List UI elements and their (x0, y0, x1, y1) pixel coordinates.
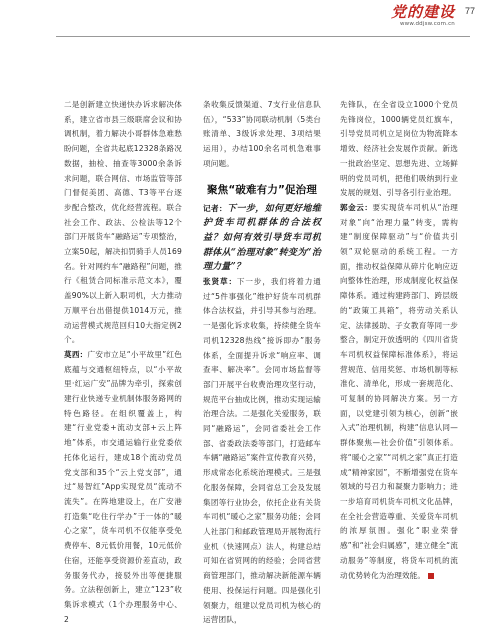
text-column-2 (203, 98, 321, 628)
question-text: 下一步，如何更好地维护货车司机群体的合法权益？如何有效引导货车司机群体从“治理对象”转变为“治理力量”？ (203, 203, 321, 273)
speaker-label: 记者： (203, 203, 228, 213)
paragraph (203, 275, 321, 628)
website-url: www.ddjsw.com.cn (399, 21, 455, 27)
paragraph-text: 下一步，我们将着力通过“5件事强化”维护好货车司机群体合法权益，并引导其参与治理。一是强化诉求收集，持续健全货车司机12328热线“接诉即办”服务体系，全面提升诉求“响应率、调查率、解决率”。会同市场监督等部门开展平台收费治理攻坚行动，规范平台抽成比例，推动实现运输治理合法。二是强化关爱服务，联同“融路运”，会同省委社会工作部、省委政法委等部门，打造邮车车辆“融路运”案件宣传教育兴势，形成常态化系统治理模式。三是强化服务保障，会同省总工会及发展集团等行业协会，依托企业有关货车司机“暖心之家”服务功能；会同人社部门和邮政管理局开展物流行业机（快速网点）法人，构建总结可知在省贸网的的经验；会同省营商管理部门，推动解决新能源车辆使用、投保运行问题。四是强化引领聚力，组建以党员司机为核心的运营团队， (203, 277, 321, 625)
interview-question (203, 202, 321, 276)
paragraph (64, 348, 182, 627)
magazine-logo (391, 3, 455, 28)
text-column-3 (340, 98, 458, 583)
paragraph-text: 广安市立足“小平故里”红色底蕴与交通枢纽特点，以“小平故里·红运广安”品牌为牵引，探索创建行业快递专业机制体服务路网的特色路径。在组织覆盖上，构建“行业党委+流动支部+云上阵地”体系，市交通运输行业党委依托体化运行，建成18个流动党员党支部和35个“云上党支部”，通过“易智红”App实现党员“流动不流失”。在阵地建设上，在广安港打造集“吃住行学办”于一体的“暖心之家”，货车司机不仅能享受免费停车、8元低价用餐，10元低价住宿，还能享受资源价差直动，政务服务代办，接驳外出等便捷服务。立法程创新上，建立“123”收集诉求模式（1个办理服务中心、2 (64, 349, 182, 624)
section-heading: 聚焦“破难有力”促治理 (207, 183, 317, 196)
speaker-label: 张贤草： (203, 277, 237, 287)
paragraph: 二是创新建立快递快办诉求解决体系，建立省市县三级联席会议和协调机制，着力解决小哥群体急难愁盼问题，全省共起底12328条路况数据，抽检、抽查等3000余条诉求问题，联合网信、市场监管等部门督促美团、高德、T3等平台逐步配合整改，优化经营流程。联合社会工作、政法、公检法等12个部门开展货车“融路运”专项整治，立案50起，解决扣罚骑手人员169名。针对网约车“融路程”问题，推行《租赁合同标准示范文本》，覆盖90%以上新入职司机，大力推动万顺平台出借提供1014万元，推动运营模式规范回归10大指定例2个。 (64, 100, 182, 345)
paragraph (340, 201, 458, 583)
speaker-label: 莫西： (64, 349, 88, 359)
text-column-1 (64, 98, 182, 627)
page-header (0, 0, 485, 44)
header-divider (56, 36, 470, 37)
paragraph-text: 要实现货车司机从“治理对象”向“治理力量”转变，需构建“制度保障驱动”与“价值共引领”双轮驱动的系统工程。一方面，推动权益保障从碎片化响应迈向整体性治理，形成制度化权益保障体系。通过构建跨部门、跨层级的“政策工具箱”，将劳动关系认定、法律援助、子女教育等同一步整合，制定开放透明的《四川省货车司机权益保障标准体系》，将运营规范、信用奖惩、市场机制等标准化、清单化，形成一套规范化、可复制的协同解决方案。另一方面，以党建引领为核心，创新“嵌入式”治理机制，构建“信息认同—群体聚焦—社会价值”引领体系。将“暖心之家”“司机之家”真正打造成“精神家园”，不断增强党在货车领域的号召力和凝聚力影响力；进一步培育司机货车司机文化品牌，在全社会营造尊重、关爱货车司机的浓厚氛围。强化“职业荣誉感”和“社会归属感”，建立健全“流动服务”等制度，将货车司机的流动优势转化为治理效能。 (340, 202, 458, 580)
speaker-label: 郭金云： (340, 202, 373, 212)
paragraph: 先锋队，在全省设立1000个党员先锋岗位，1000辆党员红旗车，引导党员司机立足岗位为物流降本增效、经济社会发展作贡献。新选一批政治坚定、思想先进、立场鲜明的党员司机，把他们吸纳到行业发展的规划、引导各引行业治理。 (340, 100, 458, 198)
paragraph: 条收集反馈渠道、7支行业信息队伍），“533”协同联动机制（5类台账清单、3级诉求处理、3项结果运用），办结100余名司机急难事项问题。 (203, 100, 321, 168)
page-number: 77 (464, 6, 475, 16)
logo-text: 党的建设 (390, 3, 455, 21)
article-end-icon (428, 573, 434, 579)
